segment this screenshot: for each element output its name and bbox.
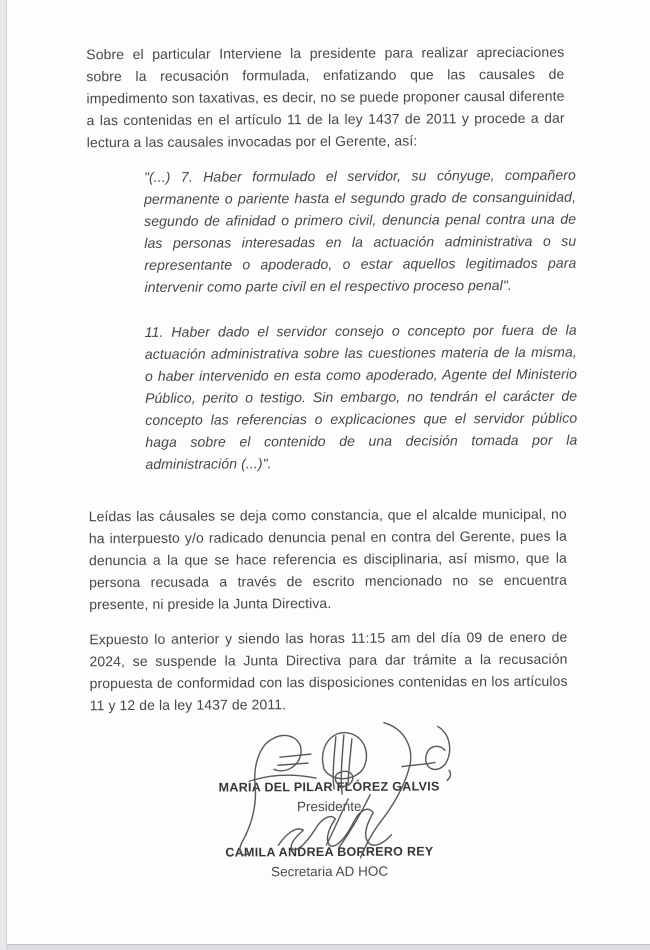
paragraph-constancia: Leídas las cáusales se deja como constancia, que el alcalde municipal, no ha interpuesto y/o radicado denuncia penal en contra del Gerente, pues la denuncia a la que se hace referencia es disciplinaria, así mismo, que la persona recusada a través de escrito mencionado no se encuentra presente, ni preside la Junta Directiva. [88, 505, 568, 613]
scan-left-edge [0, 0, 7, 950]
quoted-clause-11: 11. Haber dado el servidor consejo o concepto por fuera de la actuación administrativa sobre las cuestiones materia de la misma, o haber intervenido en esta como apoderado, Agente del Ministerio Público, perito o testigo. Sin embargo, no tendrán el carácter de concepto las referencias o explicaciones que el servidor público haga sobre el contenido de una decisión tomada por la administración (...)". [144, 321, 578, 472]
paragraph-closing: Expuesto lo anterior y siendo las horas 11:15 am del día 09 de enero de 2024, se suspende la Junta Directiva para dar trámite a la recusación propuesta de conformidad con las disposiciones contenidas en los artículos 11 y 12 de la ley 1437 de 2011. [89, 628, 568, 714]
scan-bottom-edge [0, 944, 650, 950]
paragraph-intro: Sobre el particular Interviene la presidente para realizar apreciaciones sobre la recusación formulada, enfatizando que las causales de impedimento son taxativas, es decir, no se puede proponer causal diferente a las contenidas en el artículo 11 de la ley 1437 de 2011 y procede a dar lectura a las causales invocadas por el Gerente, así: [86, 43, 565, 151]
quoted-clause-7: "(...) 7. Haber formulado el servidor, su cónyuge, compañero permanente o pariente hasta el segundo grado de consanguinidad, segundo de afinidad o primero civil, denuncia penal contra una de las personas interesadas en la actuación administrativa o su representante o apoderado, o estar aquellos legitimados para intervenir como parte civil en el respectivo proceso penal". [143, 166, 577, 295]
signer-name: CAMILA ANDREA BORRERO REY [225, 844, 434, 860]
signer-title: Secretaria AD HOC [270, 863, 389, 880]
signature-block-president [90, 778, 568, 819]
signer-title: Presidente [296, 798, 362, 815]
signature-block-secretary [90, 843, 568, 884]
signature-section [90, 722, 569, 950]
signer-name: MARÍA DEL PILAR FLÓREZ GALVIS [218, 779, 440, 795]
